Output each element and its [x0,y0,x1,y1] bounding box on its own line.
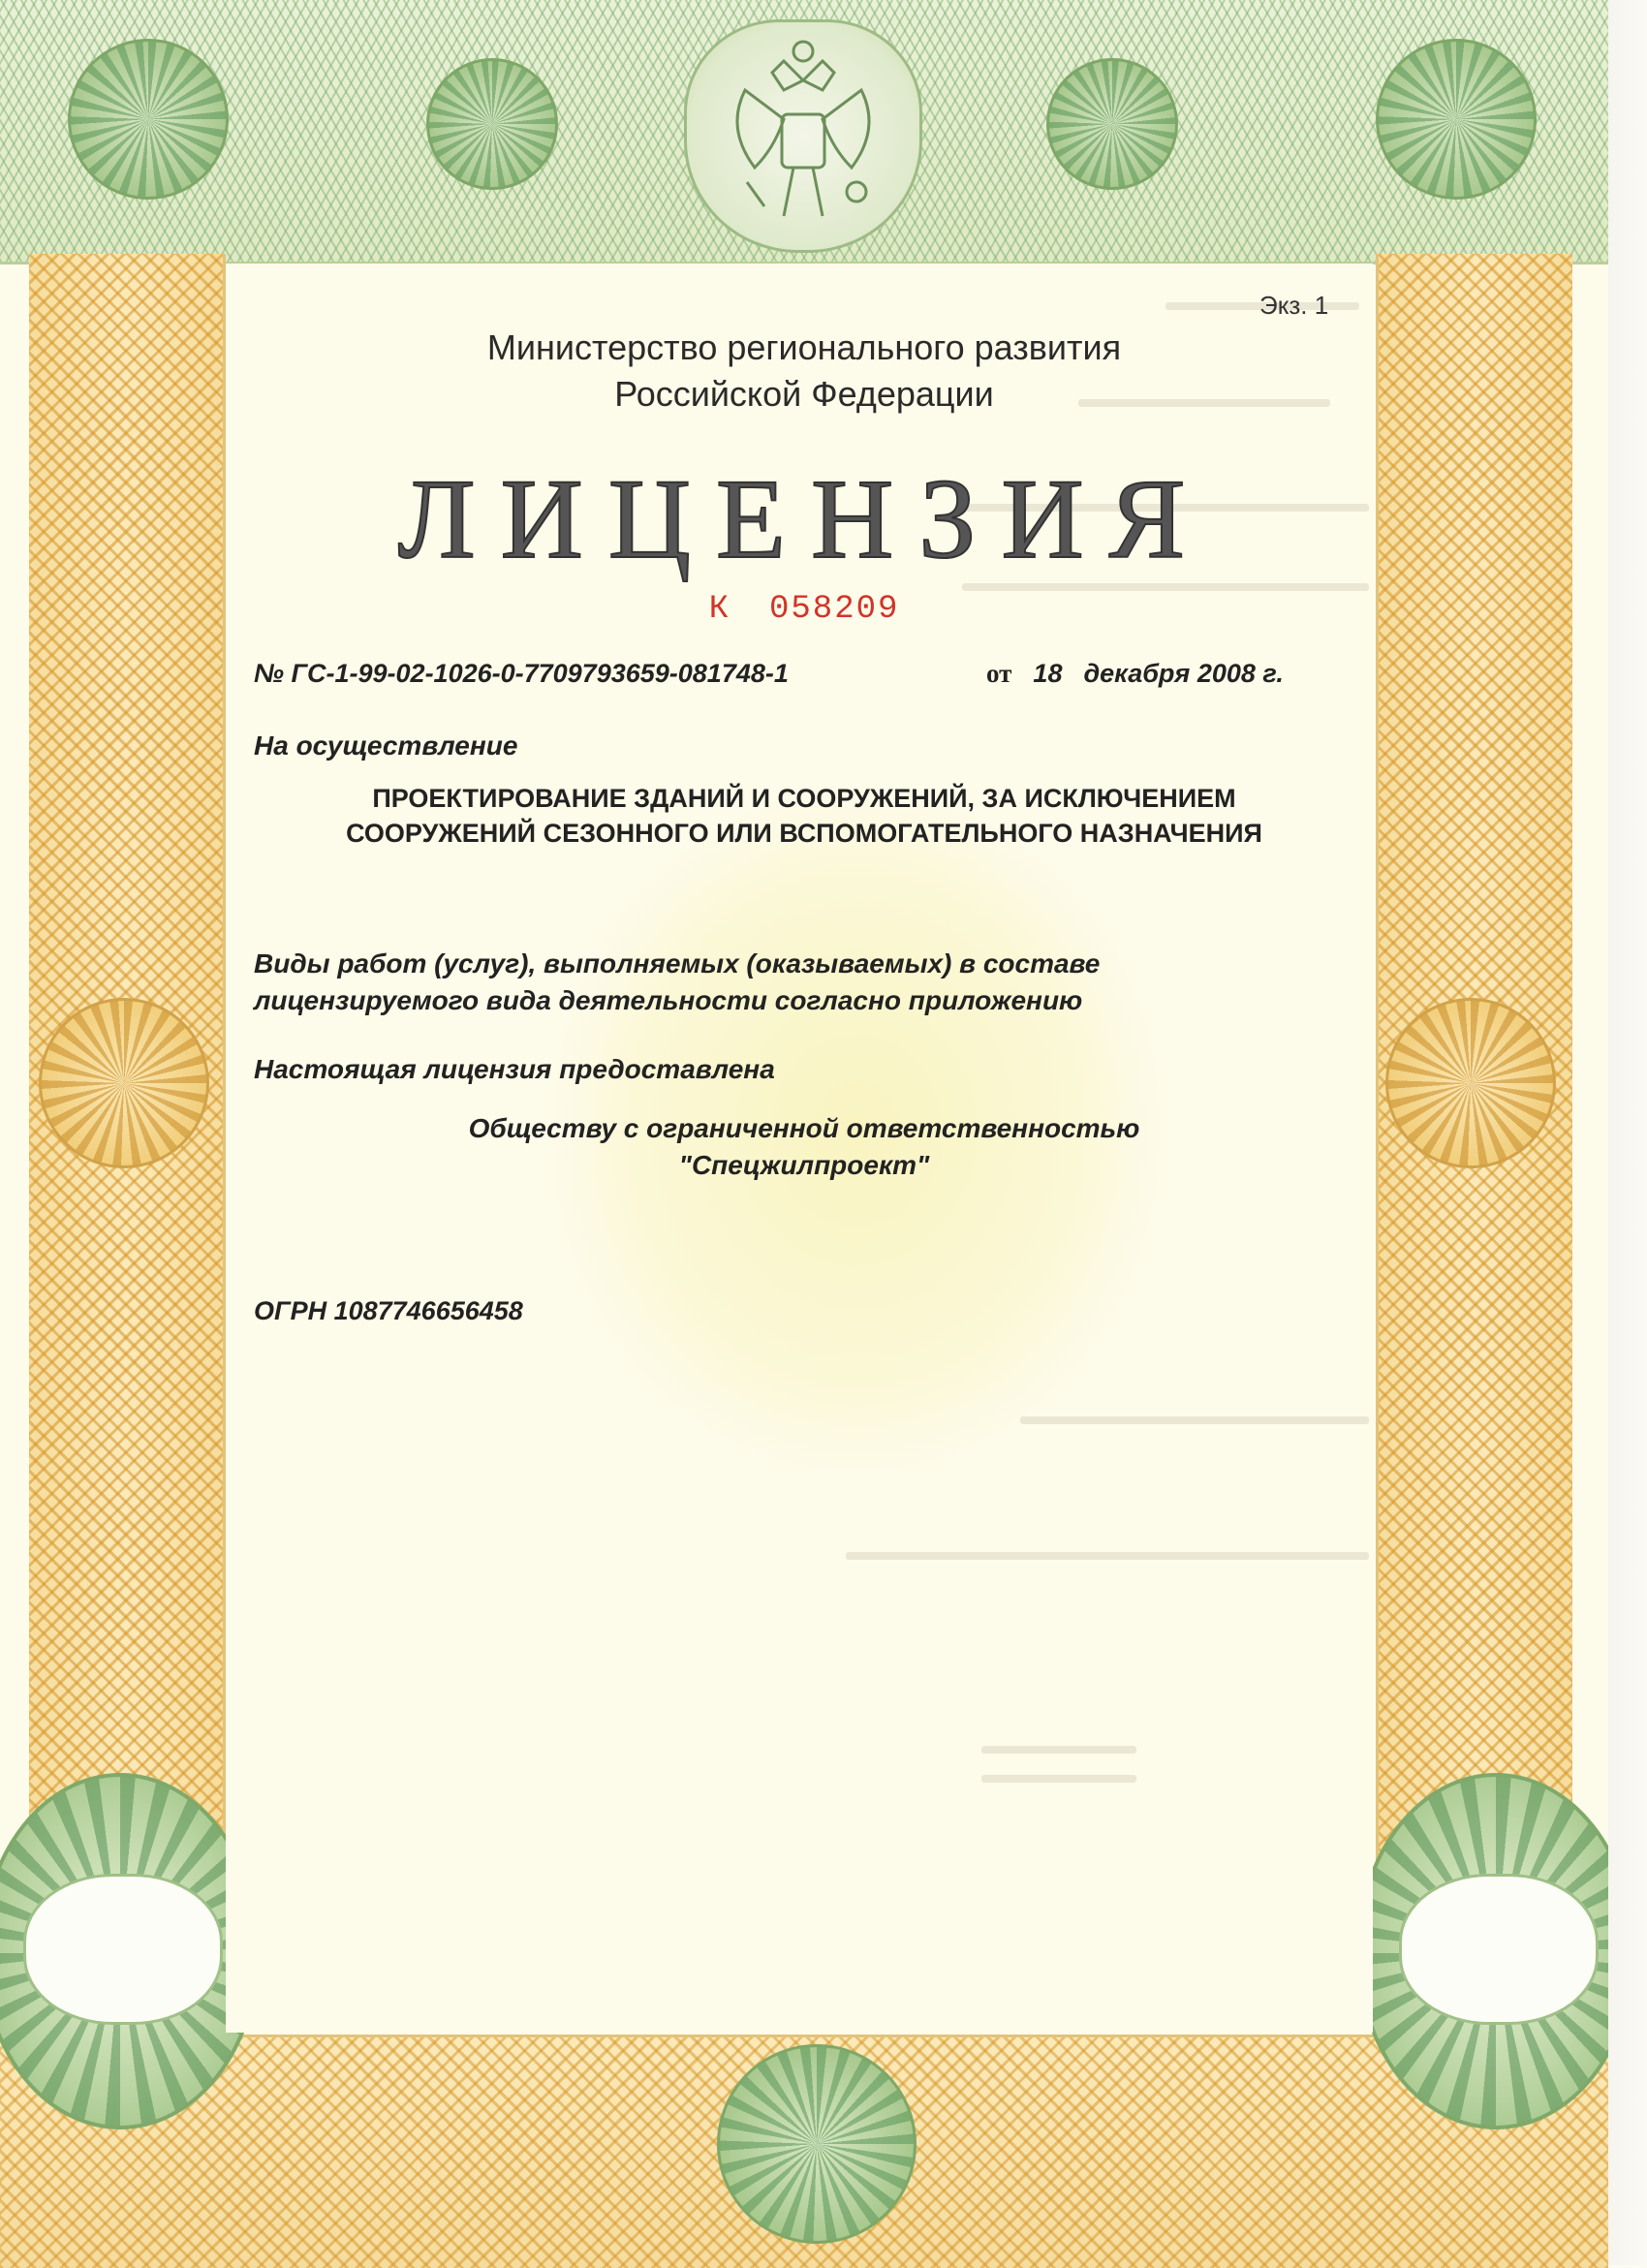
top-left-center-rosette [426,58,558,190]
scan-margin [1608,0,1647,2265]
top-right-rosette [1376,39,1537,200]
bottom-center-rosette [717,2044,917,2244]
medallion-window [23,1874,223,2025]
top-left-rosette [68,39,229,200]
authority-line-1: Министерство регионального развития [486,327,1122,367]
licensee-line-1: Обществу с ограниченной ответственностью [468,1113,1140,1143]
works-line-2: лицензируемого вида деятельности согласно приложению [254,985,1083,1015]
issue-date [986,659,1284,689]
works-line-1: Виды работ (услуг), выполняемых (оказываемых) в составе [254,948,1101,979]
authority-line-2: Российской Федерации [614,374,994,414]
licensee-line-2: "Спецжилпроект" [678,1150,930,1180]
left-side-rosette [39,998,209,1168]
date-prefix: от [986,659,1012,688]
right-side-rosette [1385,998,1556,1168]
date-month-year: декабря 2008 г. [1083,659,1284,688]
copy-number: Экз. 1 [1259,291,1329,320]
document-title: ЛИЦЕНЗИЯ [397,455,1211,582]
blank-serial-number [291,591,1318,628]
serial-series: К [708,591,730,628]
ogrn-number: ОГРН 1087746656458 [254,1296,523,1325]
licensed-activity [291,781,1318,851]
activity-line-2: СООРУЖЕНИЙ СЕЗОННОГО ИЛИ ВСПОМОГАТЕЛЬНОГО НАЗНАЧЕНИЯ [346,819,1262,848]
activity-line-1: ПРОЕКТИРОВАНИЕ ЗДАНИЙ И СООРУЖЕНИЙ, ЗА ИСКЛЮЧЕНИЕМ [372,784,1236,813]
double-headed-eagle-icon [687,22,919,250]
licensee-name [291,1110,1318,1184]
issuing-authority [291,325,1318,418]
date-day: 18 [1033,659,1063,688]
show-through-mark [981,1775,1136,1783]
coat-of-arms-emblem [684,19,922,253]
license-number: № ГС-1-99-02-1026-0-7709793659-081748-1 [254,659,789,688]
show-through-mark [846,1552,1369,1560]
show-through-mark [1020,1416,1369,1424]
bottom-right-medallion [1356,1773,1635,2129]
activity-label: На осуществление [254,730,518,761]
granted-to-label: Настоящая лицензия предоставлена [254,1054,775,1084]
works-scope [254,946,1320,1019]
medallion-window [1399,1874,1599,2025]
show-through-mark [981,1746,1136,1754]
top-right-center-rosette [1046,58,1178,190]
serial-digits: 058209 [768,591,900,628]
